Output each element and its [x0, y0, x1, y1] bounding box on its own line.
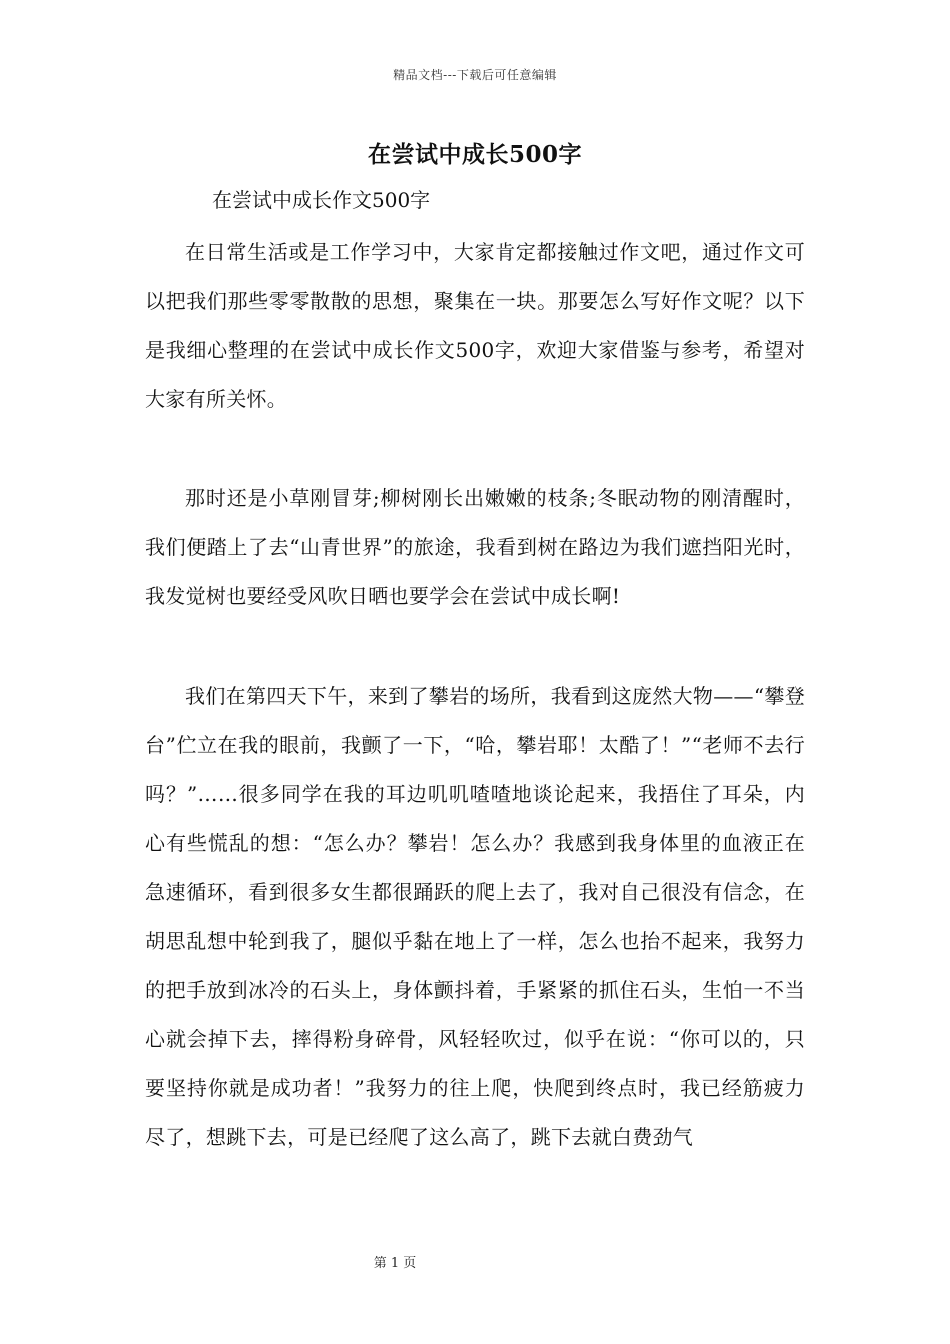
paragraph-spring-trip: 那时还是小草刚冒芽;柳树刚长出嫩嫩的枝条;冬眠动物的刚清醒时，我们便踏上了去“山青世界”的旅途，我看到树在路边为我们遮挡阳光时，我发觉树也要经受风吹日晒也要学会在尝试中成长啊!: [145, 486, 805, 608]
page-header: 精品文档---下载后可任意编辑: [393, 68, 557, 82]
document-title: 在尝试中成长500字: [367, 141, 582, 168]
document-subtitle: 在尝试中成长作文500字: [212, 188, 431, 212]
paragraph-rock-climbing: 我们在第四天下午，来到了攀岩的场所，我看到这庞然大物——“攀登台”伫立在我的眼前，我颤了一下，“哈，攀岩耶！太酷了！”“老师不去行吗？”……很多同学在我的耳边叽叽喳喳地谈论起来，我捂住了耳朵，内心有些慌乱的想：“怎么办？攀岩！怎么办？我感到我身体里的血液正在急速循环，看到很多女生都很踊跃的爬上去了，我对自己很没有信念，在胡思乱想中轮到我了，腿似乎黏在地上了一样，怎么也抬不起来，我努力的把手放到冰冷的石头上，身体颤抖着，手紧紧的抓住石头，生怕一不当心就会掉下去，摔得粉身碎骨，风轻轻吹过，似乎在说：“你可以的，只要坚持你就是成功者！”我努力的往上爬，快爬到终点时，我已经筋疲力尽了，想跳下去，可是已经爬了这么高了，跳下去就白费劲气: [145, 684, 805, 1149]
page-number: 第 1 页: [373, 1256, 417, 1271]
paragraph-intro: 在日常生活或是工作学习中，大家肯定都接触过作文吧，通过作文可以把我们那些零零散散的思想，聚集在一块。那要怎么写好作文呢？以下是我细心整理的在尝试中成长作文500字，欢迎大家借鉴与参考，希望对大家有所关怀。: [145, 240, 805, 411]
